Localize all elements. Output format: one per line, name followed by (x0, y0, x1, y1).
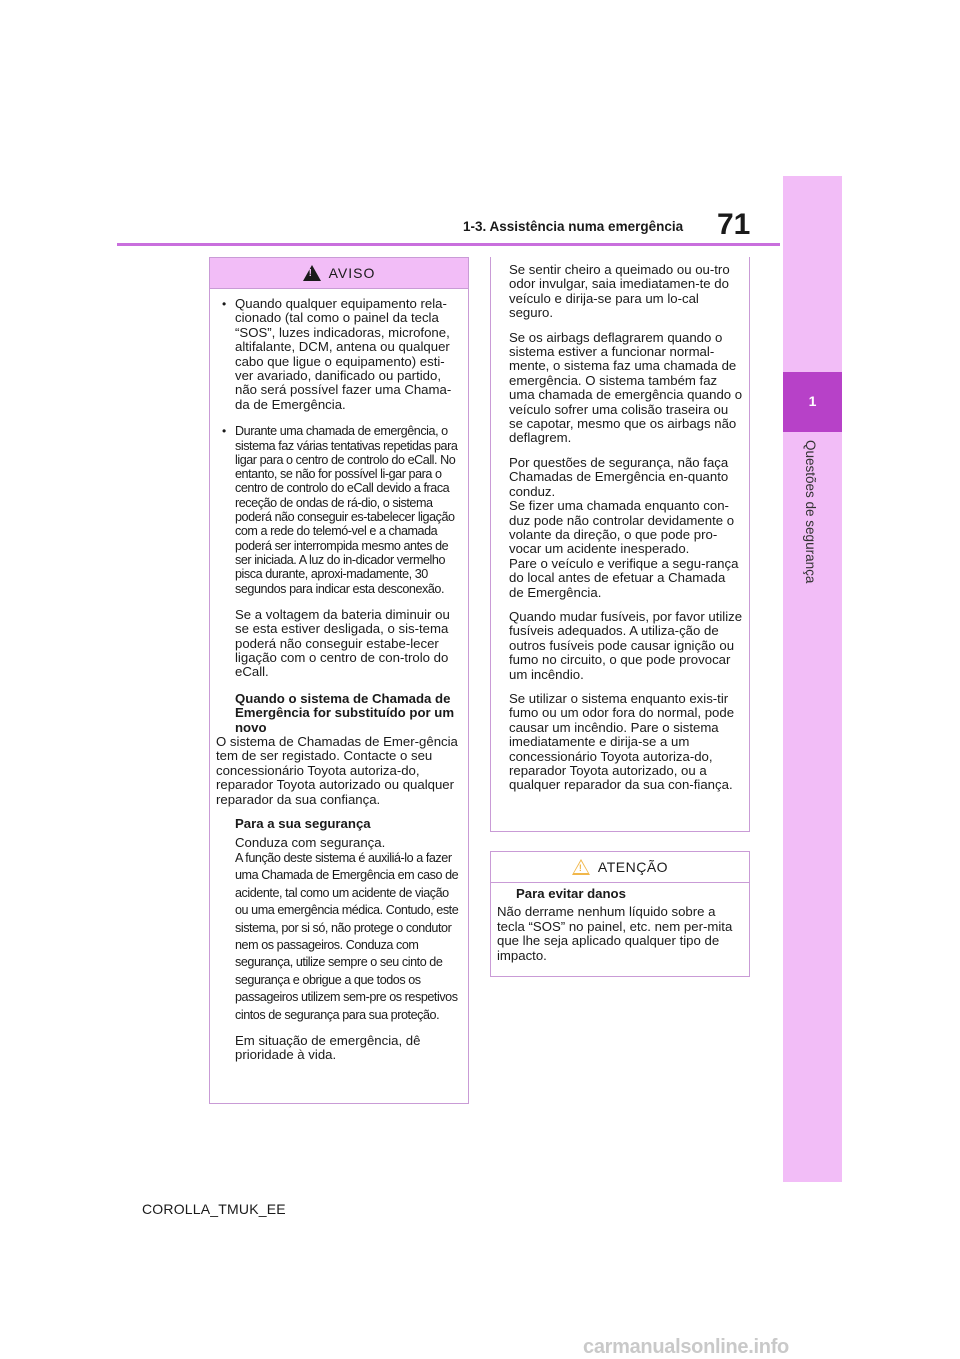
caution-box (490, 851, 750, 977)
safety-heading: Para a sua segurança (235, 816, 371, 832)
fuse-text: Quando mudar fusíveis, por favor utilize fusíveis adequados. A utiliza-ção de outros fusíveis pode causar ignição ou fumo no circuito, o que pode provocar um incêndio. (509, 608, 743, 682)
warning-continuation-box (490, 257, 750, 832)
warning-triangle-icon (303, 265, 321, 281)
safety-text: A função deste sistema é auxiliá-lo a fazer uma Chamada de Emergência em caso de acidente, tal como um acidente de viação ou uma emergência médica. Contudo, este sistema, por si só, não protege o condutor nem os passageiros. Conduza com segurança, utilize sempre o seu cinto de segurança e obrigue a que todos os passageiros utilizem sem-pre os respetivos cintos de segurança para sua proteção. (235, 850, 459, 1022)
warning-header (210, 258, 468, 289)
warning-box (209, 257, 469, 1104)
caution-heading: Para evitar danos (516, 886, 626, 901)
replace-heading: Quando o sistema de Chamada de Emergência for substituído por um novo (235, 690, 455, 735)
smell-text: Se sentir cheiro a queimado ou ou-tro odor invulgar, saia imediatamen-te do veículo e dirija-se para um lo-cal seguro. (509, 262, 730, 321)
caution-triangle-icon (572, 859, 590, 875)
document-code: COROLLA_TMUK_EE (142, 1201, 286, 1217)
warning-title: AVISO (328, 265, 376, 281)
stop-vehicle-text: Pare o veículo e verifique a segu-rança do local antes de efetuar a Chamada de Emergência. (509, 555, 739, 600)
airbag-text: Se os airbags deflagrarem quando o sistema estiver a funcionar normal-mente, o sistema faz uma chamada de emergência. O sistema também faz uma chamada de emergência quando o veículo sofrer uma colisão traseira ou se capotar, mesmo que os airbags não deflagrem. (509, 329, 743, 446)
smoke-text: Se utilizar o sistema enquanto exis-tir fumo ou um odor fora do normal, pode causar um incêndio. Pare o sistema imediatamente e dirija-se a um concessionário Toyota autoriza-do, reparador Toyota autorizado, ou a qualquer reparador da sua con-fiança. (509, 690, 735, 793)
chapter-tab-label: Questões de segurança (803, 440, 818, 584)
site-watermark: carmanualsonline.info (583, 1336, 789, 1358)
page-number: 71 (717, 208, 751, 241)
chapter-side-tab (783, 176, 842, 1182)
battery-text: Se a voltagem da bateria diminuir ou se esta estiver desligada, o sis-tema poderá não conseguir estabe-lecer ligação com o centro de con-trolo do eCall. (235, 606, 450, 680)
caution-text: Não derrame nenhum líquido sobre a tecla “SOS” no painel, etc. nem per-mita que lhe seja aplicado qualquer tipo de impacto. (497, 904, 733, 963)
emergency-text: Em situação de emergência, dê prioridade à vida. (235, 1032, 421, 1063)
caution-header (491, 852, 749, 883)
chapter-tab-number: 1 (808, 393, 817, 409)
caution-title: ATENÇÃO (597, 859, 669, 875)
warning-bullet-retry: • Durante uma chamada de emergência, o sistema faz várias tentativas repetidas para ligar para o centro de controlo do eCall. No entanto, se não for possível li-gar para o centro de controlo do eCall devido a fraca receção de ondas de rá-dio, o sistema poderá não conseguir es-tabelecer ligação com a rede do telemó-vel e a chamada poderá ser interrompida mesmo antes de ser iniciada. A luz do in-dicador vermelho pisca durante, aproxi-madamente, 30 segundos para indicar esta desconexão. (216, 424, 462, 596)
safety-line: Conduza com segurança. (235, 834, 386, 850)
driving-text: Por questões de segurança, não faça Chamadas de Emergência en-quanto conduz. (509, 454, 729, 499)
warning-bullet-equipment: • Quando qualquer equipamento rela-cionado (tal como o painel da tecla “SOS”, luzes indicadoras, microfone, altifalante, DCM, antena ou qualquer cabo que ligue o equipamento) esti-ver avariado, danificado ou partido, não será possível fazer uma Chama-da de Emergência. (216, 297, 462, 412)
header-divider (117, 243, 780, 246)
section-title: 1-3. Assistência numa emergência (463, 219, 684, 234)
replace-text: O sistema de Chamadas de Emer-gência tem de ser registado. Contacte o seu concessionário Toyota autoriza-do, reparador Toyota autorizado ou qualquer reparador da sua confiança. (216, 734, 458, 807)
steering-text: Se fizer uma chamada enquanto con-duz pode não controlar devidamente o volante da direção, o que pode pro-vocar um acidente inesperado. (509, 498, 735, 557)
